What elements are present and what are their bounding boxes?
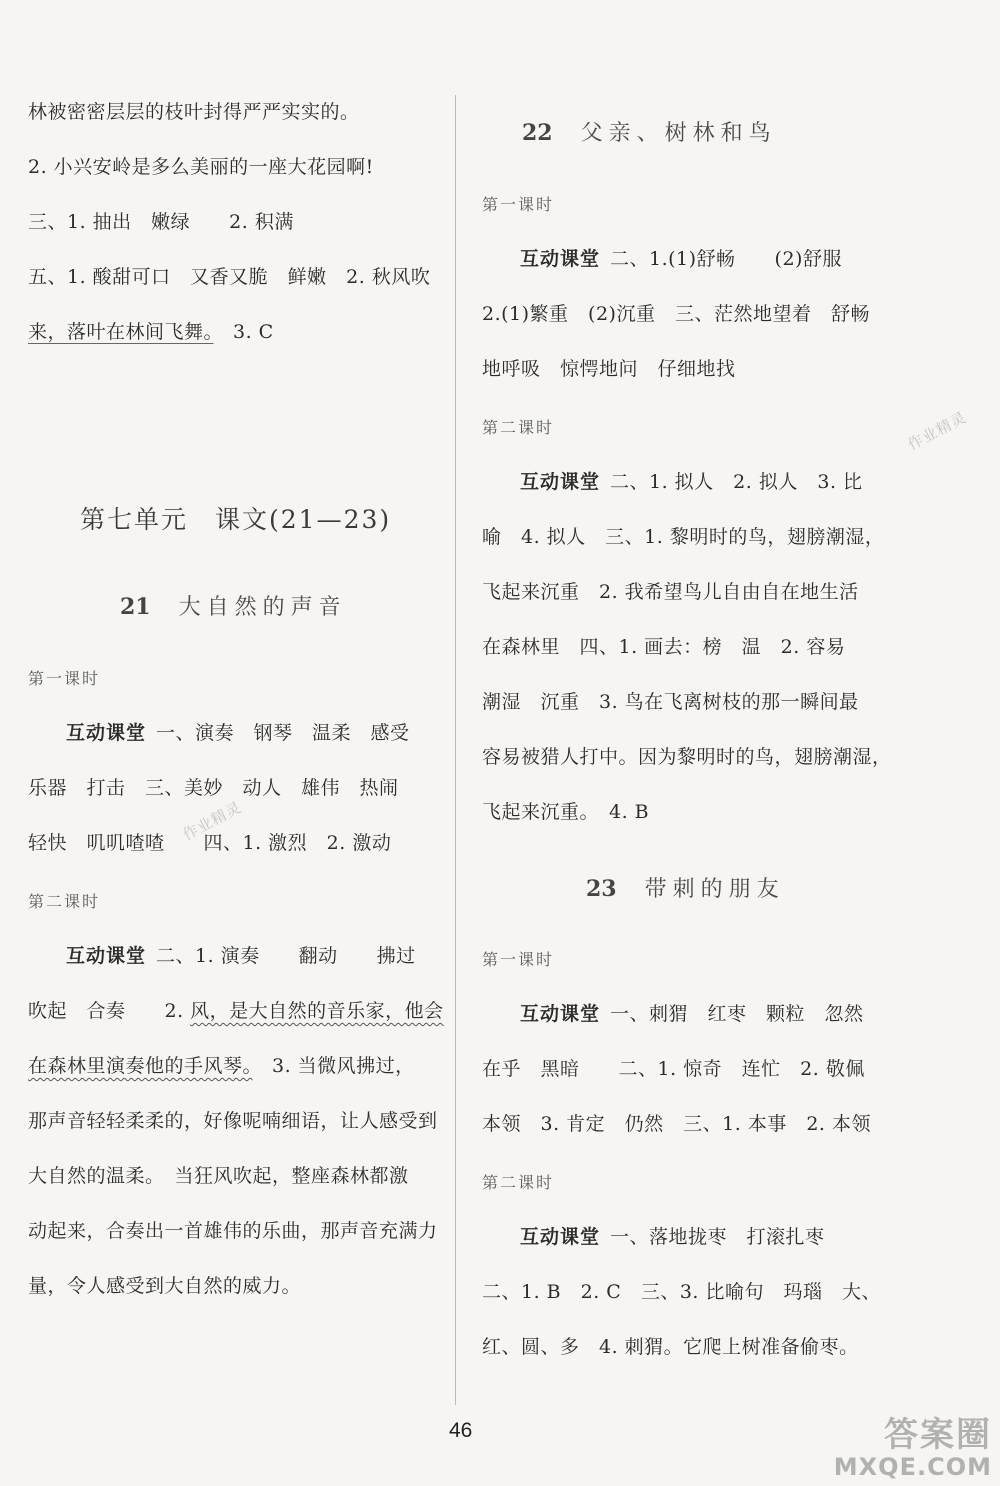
wavy-underlined-answer: 在森林里演奏他的手风琴。 — [28, 1055, 253, 1077]
answer-line: 大自然的温柔。 当狂风吹起，整座森林都激 — [28, 1165, 409, 1187]
answer-line: 二、1. B 2. C 三、3. 比喻句 玛瑙 大、 — [482, 1281, 882, 1303]
answer-line: 量，令人感受到大自然的威力。 — [28, 1275, 302, 1297]
answer-tail: 3. C — [213, 321, 274, 343]
answer-line: 三、1. 抽出 嫩绿 2. 积满 — [28, 211, 294, 233]
section-label: 互动课堂 — [520, 1003, 601, 1025]
answer-line: 轻快 叽叽喳喳 四、1. 激烈 2. 激动 — [28, 832, 392, 854]
answer-text: 二、1.(1)舒畅 (2)舒服 — [610, 248, 842, 270]
answer-line: 喻 4. 拟人 三、1. 黎明时的鸟，翅膀潮湿， — [482, 526, 885, 548]
answer-line — [520, 1002, 864, 1026]
lesson-title — [522, 116, 777, 147]
answer-line: 在森林里 四、1. 画去：榜 温 2. 容易 — [482, 636, 846, 658]
answer-line — [520, 247, 842, 271]
answer-line: 地呼吸 惊愕地问 仔细地找 — [482, 358, 736, 380]
lesson-name: 父亲、树林和鸟 — [580, 121, 777, 146]
column-divider — [455, 95, 456, 1405]
answer-line — [28, 320, 274, 344]
lesson-name: 带刺的朋友 — [644, 877, 785, 902]
answer-line — [520, 470, 863, 494]
answer-line: 飞起来沉重。 4. B — [482, 801, 650, 823]
logo-top-text: 答案圈 — [884, 1415, 992, 1455]
answer-line: 本领 3. 肯定 仍然 三、1. 本事 2. 本领 — [482, 1113, 872, 1135]
answer-text: 一、演奏 钢琴 温柔 感受 — [156, 722, 410, 744]
watermark-stamp: 作业精灵 — [179, 797, 245, 844]
period-heading: 第一课时 — [28, 669, 101, 688]
section-label: 互动课堂 — [66, 945, 147, 967]
answer-text: 吹起 合奏 2. — [28, 1000, 191, 1022]
answer-line — [66, 721, 410, 745]
period-heading: 第一课时 — [482, 950, 555, 969]
answer-text: 一、落地拢枣 打滚扎枣 — [610, 1226, 825, 1248]
answer-text: 一、刺猬 红枣 颗粒 忽然 — [610, 1003, 864, 1025]
section-label: 互动课堂 — [520, 1226, 601, 1248]
answer-line: 乐器 打击 三、美妙 动人 雄伟 热闹 — [28, 777, 399, 799]
answer-line: 潮湿 沉重 3. 鸟在飞离树枝的那一瞬间最 — [482, 691, 859, 713]
period-heading: 第二课时 — [482, 418, 555, 437]
answer-line: 在乎 黑暗 二、1. 惊奇 连忙 2. 敬佩 — [482, 1058, 865, 1080]
watermark-logo — [834, 1416, 992, 1480]
answer-line — [28, 999, 444, 1023]
answer-line: 林被密密层层的枝叶封得严严实实的。 — [28, 101, 360, 123]
lesson-title — [586, 872, 785, 903]
logo-bottom-text: MXQE.COM — [833, 1453, 992, 1481]
wavy-underlined-answer: 风，是大自然的音乐家，他会 — [190, 1000, 444, 1022]
answer-line: 五、1. 酸甜可口 又香又脆 鲜嫩 2. 秋风吹 — [28, 266, 431, 288]
answer-line: 飞起来沉重 2. 我希望鸟儿自由自在地生活 — [482, 581, 859, 603]
answer-line: 2. 小兴安岭是多么美丽的一座大花园啊! — [28, 156, 374, 178]
lesson-number: 21 — [120, 594, 151, 620]
period-heading: 第二课时 — [28, 892, 101, 911]
answer-line — [66, 944, 416, 968]
answer-line: 2.(1)繁重 (2)沉重 三、茫然地望着 舒畅 — [482, 303, 870, 325]
lesson-number: 23 — [586, 876, 617, 902]
answer-text: 二、1. 演奏 翻动 拂过 — [156, 945, 416, 967]
period-heading: 第一课时 — [482, 195, 555, 214]
section-label: 互动课堂 — [520, 471, 601, 493]
section-label: 互动课堂 — [66, 722, 147, 744]
unit-title: 第七单元 课文(21—23) — [80, 505, 392, 534]
watermark-stamp: 作业精灵 — [904, 407, 970, 454]
answer-line: 容易被猎人打中。因为黎明时的鸟，翅膀潮湿， — [482, 746, 892, 768]
answer-text: 二、1. 拟人 2. 拟人 3. 比 — [610, 471, 863, 493]
answer-line: 动起来，合奏出一首雄伟的乐曲，那声音充满力 — [28, 1220, 438, 1242]
lesson-number: 22 — [522, 120, 553, 146]
period-heading: 第二课时 — [482, 1173, 555, 1192]
lesson-title — [120, 590, 347, 621]
page-number: 46 — [449, 1419, 473, 1442]
answer-text: 3. 当微风拂过， — [252, 1055, 415, 1077]
section-label: 互动课堂 — [520, 248, 601, 270]
underlined-answer: 来，落叶在林间飞舞。 — [28, 321, 214, 343]
answer-line: 那声音轻轻柔柔的，好像呢喃细语，让人感受到 — [28, 1110, 438, 1132]
answer-line — [520, 1225, 825, 1249]
answer-line: 红、圆、多 4. 刺猬。它爬上树准备偷枣。 — [482, 1336, 859, 1358]
lesson-name: 大自然的声音 — [178, 595, 347, 620]
answer-line — [28, 1054, 415, 1078]
